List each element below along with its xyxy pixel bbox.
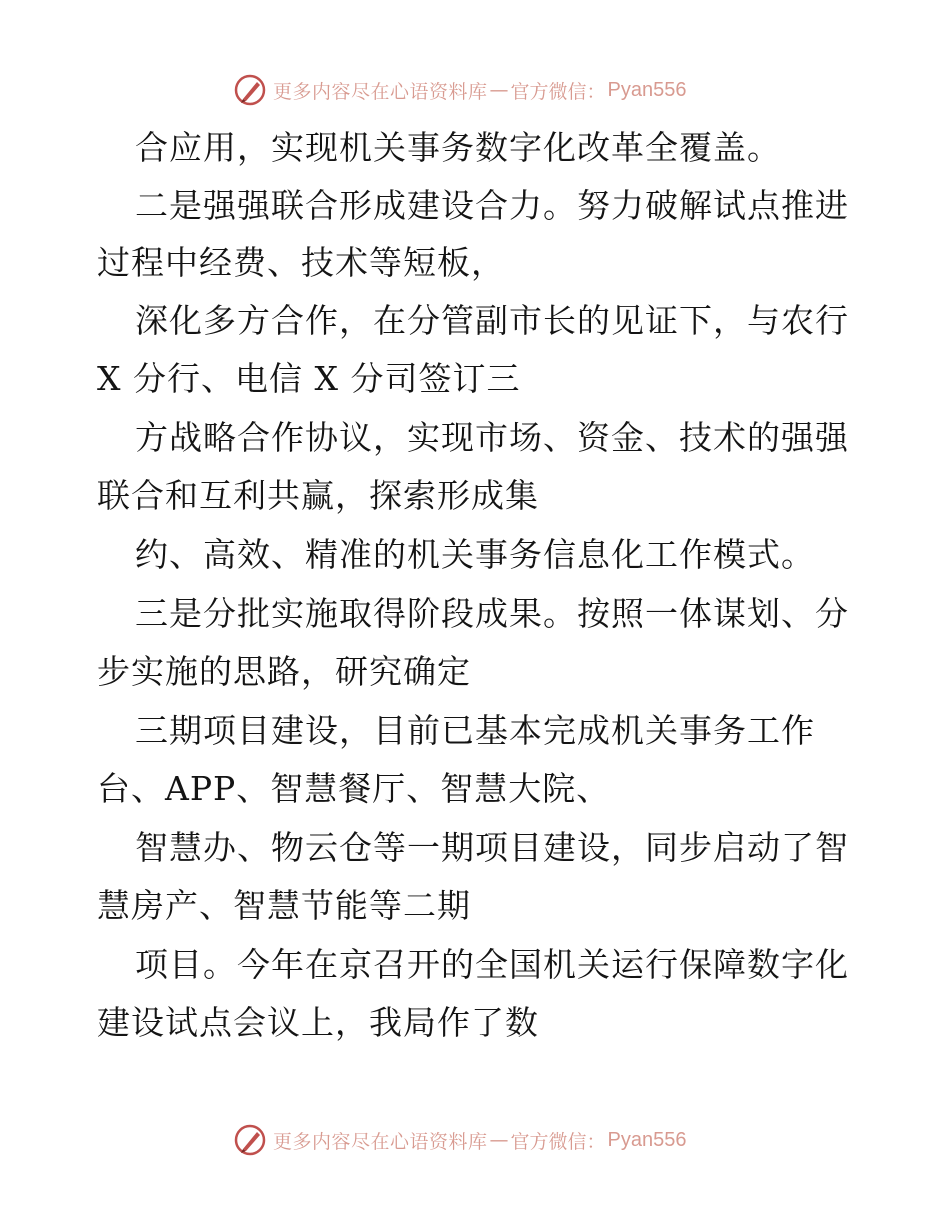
body-line: 三是分批实施取得阶段成果。按照一体谋划、分 [135, 594, 849, 633]
body-line: 慧房产、智慧节能等二期 [97, 886, 471, 925]
footer-watermark [233, 1122, 687, 1158]
watermark-dash: — [489, 1129, 509, 1151]
watermark-site-text: 更多内容尽在心语资料库 [273, 1130, 488, 1153]
watermark-dash: — [489, 79, 509, 101]
body-line: 项目。今年在京召开的全国机关运行保障数字化 [135, 945, 849, 984]
body-line: X 分行、电信 X 分司签订三 [97, 359, 521, 398]
body-line: 二是强强联合形成建设合力。努力破解试点推进 [135, 186, 849, 225]
pen-logo-icon [233, 1123, 267, 1157]
body-line: 深化多方合作，在分管副市长的见证下，与农行 [135, 301, 849, 340]
body-line: 过程中经费、技术等短板， [97, 243, 505, 282]
watermark-label: 官方微信： [510, 1130, 606, 1153]
pen-logo-icon [233, 73, 267, 107]
watermark-wechat-id: Pyan556 [607, 1128, 687, 1151]
header-watermark [233, 72, 687, 108]
body-line: 方战略合作协议，实现市场、资金、技术的强强 [135, 418, 849, 457]
body-line: 三期项目建设，目前已基本完成机关事务工作 [135, 711, 815, 750]
body-line: 联合和互利共赢，探索形成集 [97, 476, 539, 515]
body-line: 合应用，实现机关事务数字化改革全覆盖。 [135, 128, 781, 167]
body-line: 建设试点会议上，我局作了数 [97, 1003, 539, 1042]
body-line: 步实施的思路，研究确定 [97, 652, 471, 691]
body-line: 台、APP、智慧餐厅、智慧大院、 [97, 769, 611, 808]
body-line: 智慧办、物云仓等一期项目建设，同步启动了智 [135, 828, 849, 867]
watermark-label: 官方微信： [510, 80, 606, 103]
watermark-site-text: 更多内容尽在心语资料库 [273, 80, 488, 103]
body-line: 约、高效、精准的机关事务信息化工作模式。 [135, 535, 815, 574]
watermark-wechat-id: Pyan556 [607, 78, 687, 101]
